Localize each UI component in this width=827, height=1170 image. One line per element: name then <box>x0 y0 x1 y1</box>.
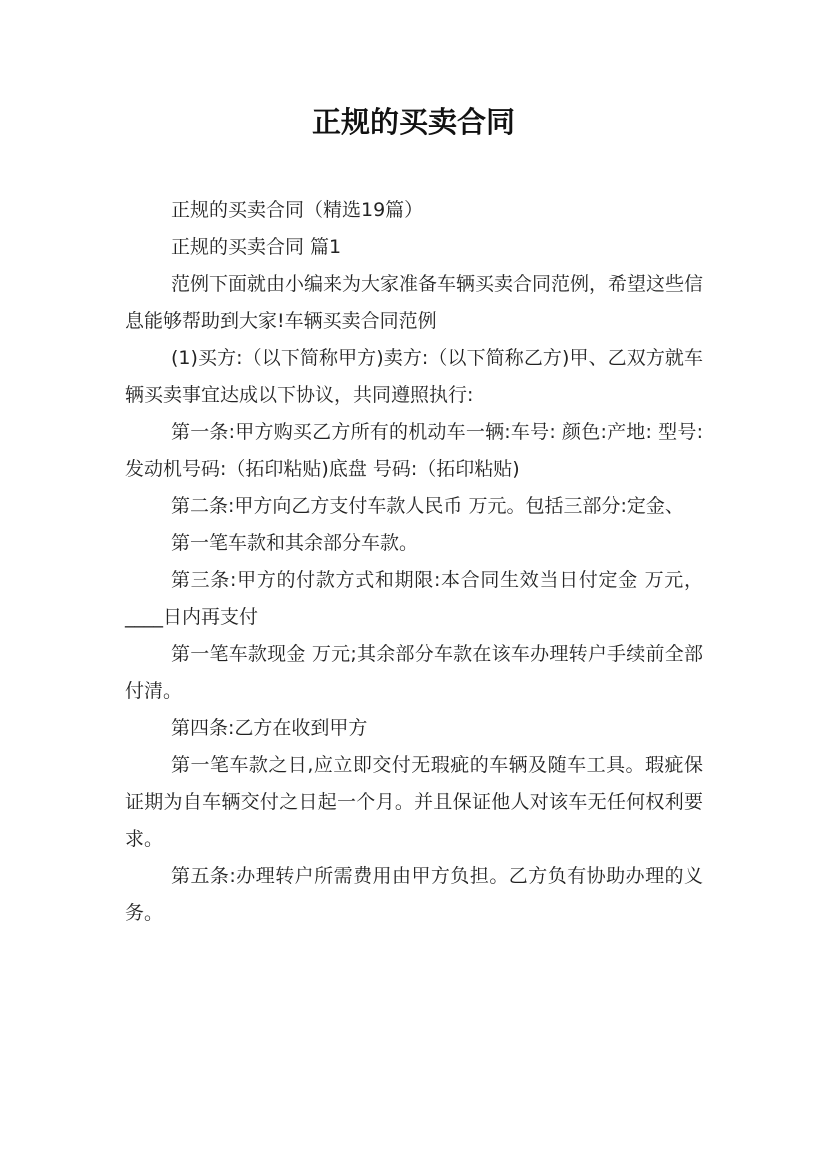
paragraph-clause-2-cont: 第一笔车款和其余部分车款。 <box>171 532 419 554</box>
paragraph-clause-4-cont: 第一笔车款之日,应立即交付无瑕疵的车辆及随车工具。瑕疵保证期为自车辆交付之日起一个月。并且保证他人对该车无任何权利要求。 <box>125 754 703 850</box>
paragraph-clause-3: 第三条:甲方的付款方式和期限:本合同生效当日付定金 万元，____日内再支付 <box>125 569 703 628</box>
paragraph-collection-title: 正规的买卖合同（精选19篇） <box>171 199 424 221</box>
paragraph-article-heading: 正规的买卖合同 篇1 <box>171 236 342 258</box>
paragraph-clause-4: 第四条:乙方在收到甲方 <box>171 717 368 739</box>
paragraph-clause-3-cont: 第一笔车款现金 万元;其余部分车款在该车办理转户手续前全部付清。 <box>125 643 703 702</box>
paragraph-intro: 范例下面就由小编来为大家准备车辆买卖合同范例，希望这些信息能够帮助到大家!车辆买卖合同范例 <box>125 273 704 332</box>
paragraph-clause-5: 第五条:办理转户所需费用由甲方负担。乙方负有协助办理的义务。 <box>125 865 703 924</box>
paragraph-parties: (1)买方:（以下简称甲方)卖方:（以下简称乙方)甲、乙双方就车辆买卖事宜达成以下协议，共同遵照执行: <box>125 347 703 406</box>
paragraph-clause-2: 第二条:甲方向乙方支付车款人民币 万元。包括三部分:定金、 <box>171 495 684 517</box>
document-body <box>125 192 703 932</box>
document-title: 正规的买卖合同 <box>311 105 515 139</box>
paragraph-clause-1: 第一条:甲方购买乙方所有的机动车一辆:车号: 颜色:产地: 型号:发动机号码:（拓印粘贴)底盘 号码:（拓印粘贴) <box>125 421 703 480</box>
